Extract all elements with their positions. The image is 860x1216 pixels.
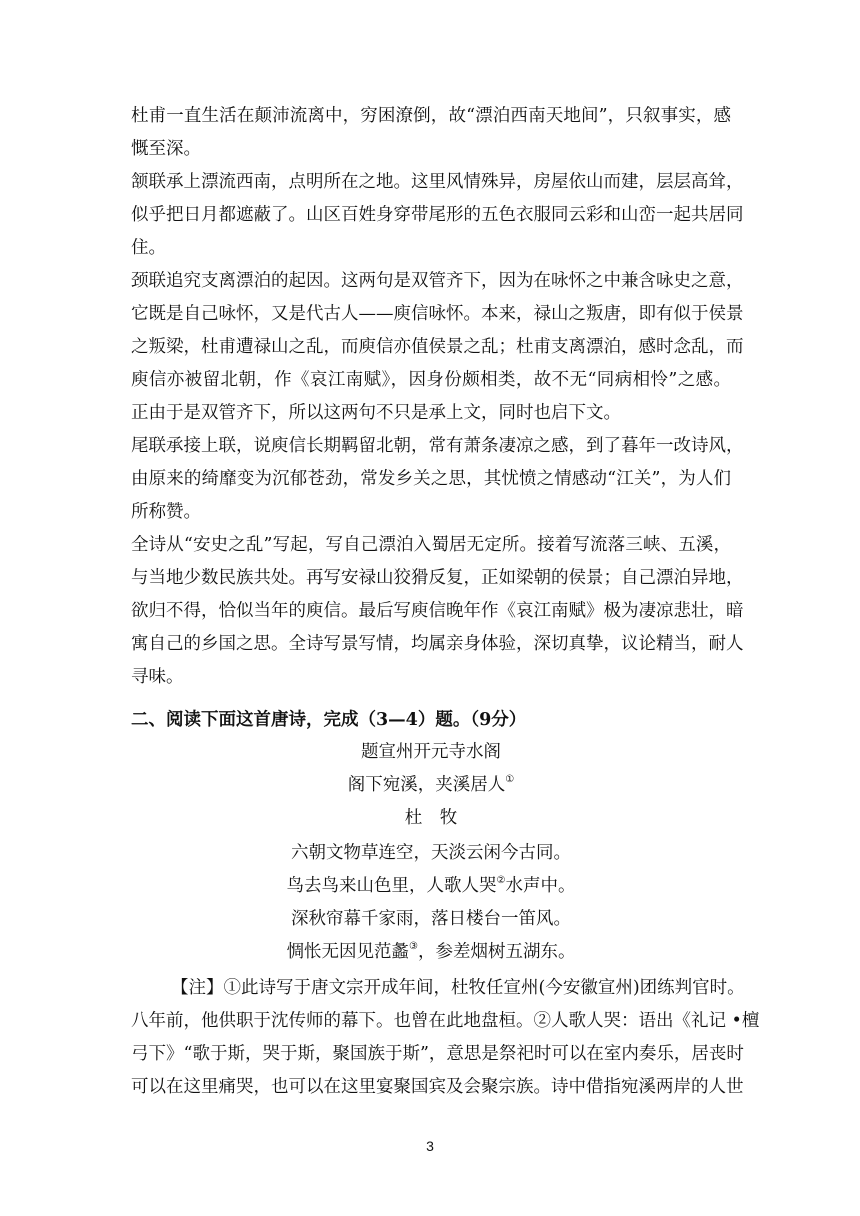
commentary-line: 颔联承上漂流西南，点明所在之地。这里风情殊异，房屋依山而建，层层高耸，: [131, 172, 744, 192]
footnote-marker: ③: [409, 941, 418, 952]
commentary-line: 它既是自己咏怀，又是代古人——庾信咏怀。本来，禄山之叛唐，即有似于侯景: [131, 304, 744, 324]
page-number: 3: [426, 1138, 434, 1154]
poem-subtitle-text: 阁下宛溪，夹溪居人: [347, 775, 506, 795]
poem-line: [131, 874, 731, 898]
commentary-line: 全诗从“安史之乱”写起，写自己漂泊入蜀居无定所。接着写流落三峡、五溪，: [131, 535, 731, 555]
commentary-line: 之叛梁，杜甫遭禄山之乱，而庾信亦值侯景之乱；杜甫支离漂泊，感时念乱，而: [131, 337, 744, 357]
commentary-line: 庾信亦被留北朝，作《哀江南赋》，因身份颇相类，故不无“同病相怜”之感。: [131, 370, 731, 390]
poem-line: 六朝文物草连空，天淡云闲今古同。: [291, 843, 571, 863]
commentary-line: 与当地少数民族共处。再写安禄山狡猾反复，正如梁朝的侯景；自己漂泊异地，: [131, 568, 744, 588]
commentary-line: 寻味。: [131, 667, 184, 687]
commentary-line: 寓自己的乡国之思。全诗写景写情，均属亲身体验，深切真挚，议论精当，耐人: [131, 634, 744, 654]
notes-line: 可以在这里痛哭，也可以在这里宴聚国宾及会聚宗族。诗中借指宛溪两岸的人世: [131, 1077, 744, 1097]
poem-author: 杜 牧: [404, 808, 458, 828]
poem-line-text: 水声中。: [505, 876, 576, 896]
poem-line: 深秋帘幕千家雨，落日楼台一笛风。: [291, 909, 571, 929]
commentary-line: 似乎把日月都遮蔽了。山区百姓身穿带尾形的五色衣服同云彩和山峦一起共居同: [131, 205, 744, 225]
commentary-line: 慨至深。: [131, 139, 201, 159]
poem-line: [131, 940, 731, 964]
footnote-marker: ①: [505, 774, 515, 785]
commentary-line: 杜甫一直生活在颠沛流离中，穷困潦倒，故“漂泊西南天地间”，只叙事实，感: [131, 106, 731, 126]
poem-line-text: ，参差烟树五湖东。: [417, 942, 576, 962]
commentary-line: 颈联追究支离漂泊的起因。这两句是双管齐下，因为在咏怀之中兼含咏史之意，: [131, 271, 744, 291]
poem-subtitle: [131, 773, 731, 797]
commentary-line: 尾联承接上联，说庾信长期羁留北朝，常有萧条凄凉之感，到了暮年一改诗风，: [131, 436, 744, 456]
notes-line: 八年前，他供职于沈传师的幕下。也曾在此地盘桓。②人歌人哭：语出《礼记 •檀: [131, 1011, 760, 1031]
notes-line: 弓下》“歌于斯，哭于斯，聚国族于斯”，意思是祭祀时可以在室内奏乐，居丧时: [131, 1044, 744, 1064]
poem-line-text: 鸟去鸟来山色里，人歌人哭: [286, 876, 497, 896]
commentary-line: 欲归不得，恰似当年的庾信。最后写庾信晚年作《哀江南赋》极为凄凉悲壮，暗: [131, 601, 744, 621]
notes-line: 【注】①此诗写于唐文宗开成年间，杜牧任宣州(今安徽宣州)团练判官时。: [171, 978, 745, 998]
poem-line-text: 惆怅无因见范蠡: [286, 942, 410, 962]
commentary-line: 住。: [131, 238, 166, 258]
commentary-line: 所称赞。: [131, 502, 201, 522]
commentary-line: 由原来的绮靡变为沉郁苍劲，常发乡关之思，其忧愤之情感动“江关”，为人们: [131, 469, 731, 489]
footnote-marker: ②: [496, 875, 506, 886]
commentary-line: 正由于是双管齐下，所以这两句不只是承上文，同时也启下文。: [131, 403, 621, 423]
poem-title: 题宣州开元寺水阁: [361, 742, 501, 762]
section-heading: 二、阅读下面这首唐诗，完成（3—4）题。（9分）: [131, 710, 527, 730]
